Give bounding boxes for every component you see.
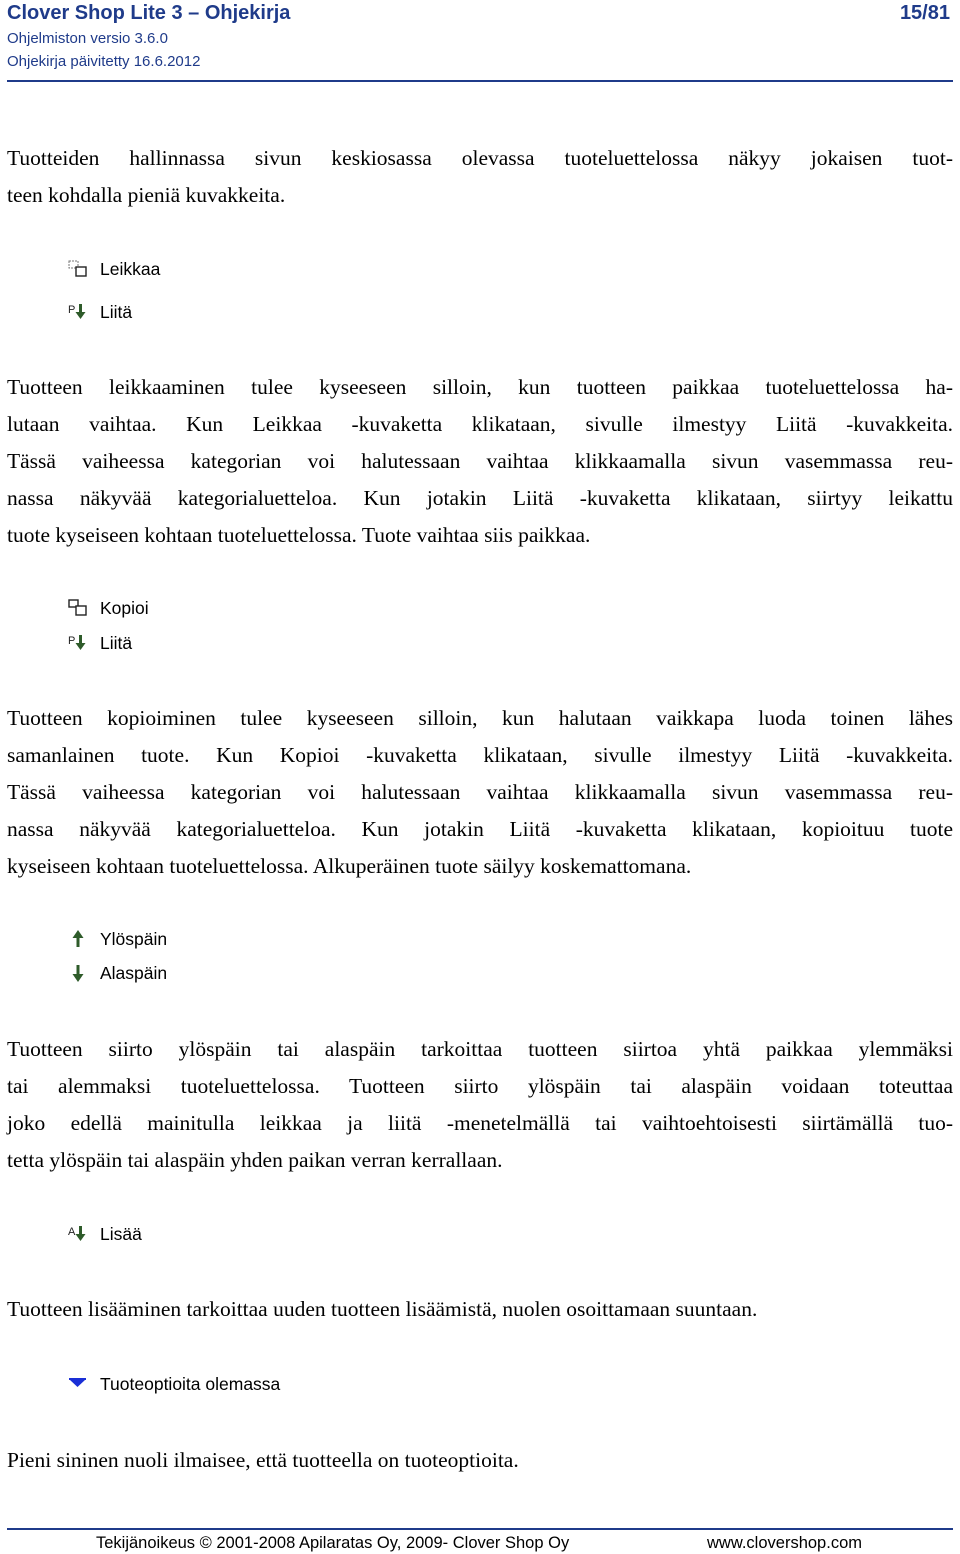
text-line: teen kohdalla pieniä kuvakkeita. — [7, 183, 286, 207]
text-line: Tuotteen lisääminen tarkoittaa uuden tuotteen lisäämistä, nuolen osoittamaan suuntaan. — [7, 1297, 758, 1321]
software-version: Ohjelmiston versio 3.6.0 — [7, 30, 168, 47]
text-line: samanlainen tuote. Kun Kopioi -kuvaketta klikataan, sivulle ilmestyy Liitä -kuvakkeita. — [7, 743, 953, 767]
text-line: tuote kyseiseen kohtaan tuoteluettelossa. Tuote vaihtaa siis paikkaa. — [7, 523, 591, 547]
options-triangle-icon — [68, 1374, 88, 1394]
cut-label: Leikkaa — [100, 258, 161, 279]
paste-icon — [68, 302, 88, 322]
paragraph-add — [7, 1291, 953, 1328]
paragraph-move — [7, 1031, 953, 1179]
icon-legend-cut — [68, 256, 160, 282]
icon-legend-add — [68, 1221, 142, 1247]
footer-divider — [7, 1528, 953, 1530]
paragraph-cut — [7, 369, 953, 554]
icon-legend-paste — [68, 299, 132, 325]
copy-label: Kopioi — [100, 597, 149, 618]
up-label: Ylöspäin — [100, 928, 168, 949]
text-line: Tuotteen kopioiminen tulee kyseeseen silloin, kun halutaan vaikkapa luoda toinen lähes — [7, 706, 953, 730]
document-title: Clover Shop Lite 3 – Ohjekirja — [7, 2, 291, 24]
text-line: joko edellä mainitulla leikkaa ja liitä -menetelmällä tai vaihtoehtoisesti siirtämällä tuo- — [7, 1111, 953, 1135]
cut-icon — [68, 259, 88, 279]
paste-label: Liitä — [100, 301, 133, 322]
paragraph-intro — [7, 140, 953, 214]
text-line: tai alemmaksi tuoteluettelossa. Tuotteen siirto ylöspäin tai alaspäin voidaan toteuttaa — [7, 1074, 953, 1098]
icon-legend-down — [68, 960, 167, 986]
page-number: 15/81 — [899, 2, 950, 24]
icon-legend-up — [68, 926, 167, 952]
text-line: Tuotteiden hallinnassa sivun keskiosassa olevassa tuoteluettelossa näkyy jokaisen tuot- — [7, 146, 953, 170]
text-line: Pieni sininen nuoli ilmaisee, että tuotteella on tuoteoptioita. — [7, 1448, 519, 1472]
paste-label: Liitä — [100, 632, 133, 653]
text-line: lutaan vaihtaa. Kun Leikkaa -kuvaketta klikataan, sivulle ilmestyy Liitä -kuvakkeita. — [7, 412, 953, 436]
add-icon — [68, 1224, 88, 1244]
options-label: Tuoteoptioita olemassa — [100, 1373, 281, 1394]
add-label: Lisää — [100, 1223, 142, 1244]
arrow-up-icon — [68, 929, 88, 949]
down-label: Alaspäin — [100, 962, 168, 983]
manual-updated-date: Ohjekirja päivitetty 16.6.2012 — [7, 53, 201, 70]
text-line: kyseiseen kohtaan tuoteluettelossa. Alkuperäinen tuote säilyy koskemattomana. — [7, 854, 692, 878]
copy-icon — [68, 598, 88, 618]
text-line: nassa näkyvää kategorialuetteloa. Kun jotakin Liitä -kuvaketta klikataan, kopioituu tuote — [7, 817, 953, 841]
paragraph-options — [7, 1442, 953, 1479]
header-divider — [7, 80, 953, 82]
svg-text:P: P — [68, 635, 76, 647]
text-line: tetta ylöspäin tai alaspäin yhden paikan verran kerrallaan. — [7, 1148, 503, 1172]
text-line: Tässä vaiheessa kategorian voi halutessaan vaihtaa klikkaamalla sivun vasemmassa reu- — [7, 780, 953, 804]
icon-legend-copy — [68, 595, 149, 621]
icon-legend-paste — [68, 630, 132, 656]
text-line: nassa näkyvää kategorialuetteloa. Kun jotakin Liitä -kuvaketta klikataan, siirtyy leikattu — [7, 486, 953, 510]
paragraph-copy — [7, 700, 953, 885]
paste-icon — [68, 633, 88, 653]
svg-text:A: A — [68, 1226, 76, 1238]
text-line: Tuotteen leikkaaminen tulee kyseeseen silloin, kun tuotteen paikkaa tuoteluettelossa ha- — [7, 375, 953, 399]
svg-text:P: P — [68, 304, 76, 316]
website-link[interactable]: www.clovershop.com — [707, 1534, 862, 1552]
icon-legend-options — [68, 1371, 280, 1397]
copyright-text: Tekijänoikeus © 2001-2008 Apilaratas Oy, 2009- Clover Shop Oy — [96, 1534, 570, 1552]
text-line: Tuotteen siirto ylöspäin tai alaspäin tarkoittaa tuotteen siirtoa yhtä paikkaa ylemmäksi — [7, 1037, 953, 1061]
arrow-down-icon — [68, 963, 88, 983]
text-line: Tässä vaiheessa kategorian voi halutessaan vaihtaa klikkaamalla sivun vasemmassa reu- — [7, 449, 953, 473]
